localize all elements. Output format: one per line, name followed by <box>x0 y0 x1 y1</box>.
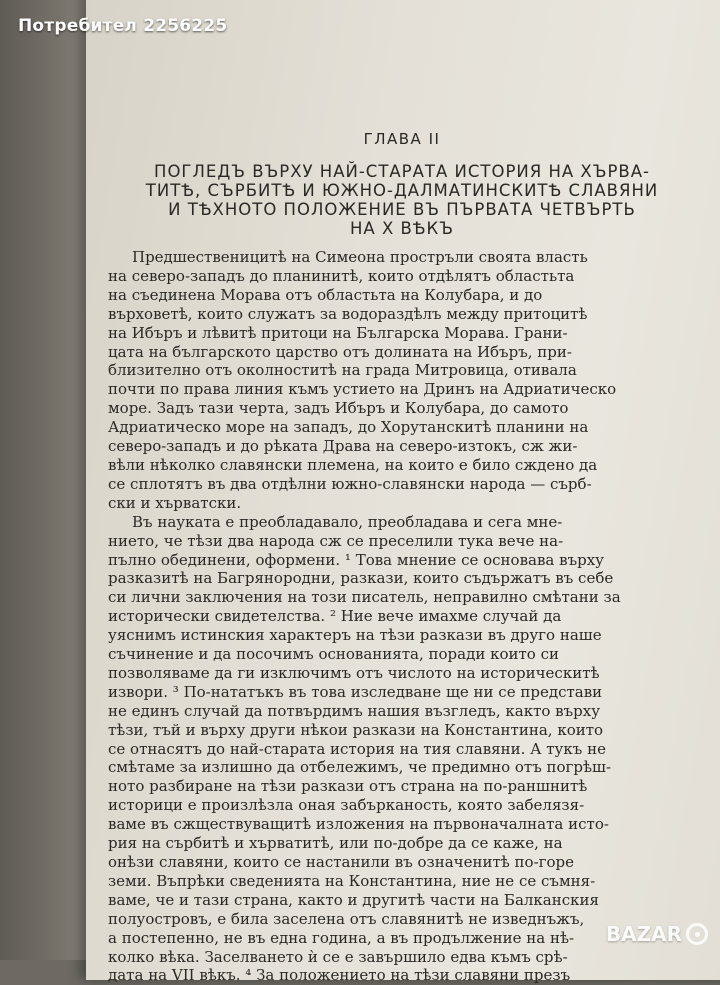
text-line: на Ибъръ и лѣвитѣ притоци на Българска Морава. Грани- <box>108 323 568 342</box>
text-line: полуостровъ, е била заселена отъ славянитѣ не изведнъжъ, <box>108 909 585 928</box>
brand-watermark-text: BAZAR <box>605 922 682 946</box>
text-line: Въ науката е преобладавало, преобладава и сега мне- <box>132 512 563 531</box>
text-line: на съединена Морава отъ областьта на Колубара, и до <box>108 285 543 304</box>
brand-watermark <box>606 922 708 946</box>
text-line: вѣли нѣколко славянски племена, на които е било сждено да <box>108 455 598 474</box>
text-line: почти по права линия къмъ устието на Дринъ на Адриатическо <box>108 380 617 399</box>
text-line: Адриатическо море на западъ, до Хорутанскитѣ планини на <box>108 418 589 437</box>
text-line: цата на българското царство отъ долината на Ибъръ, при- <box>108 342 572 361</box>
text-line: разказитѣ на Багрянородни, разкази, които съдържатъ въ себе <box>108 569 614 588</box>
page-text <box>108 130 696 985</box>
text-line: не единъ случай да потвърдимъ нашия възгледъ, както върху <box>108 701 601 720</box>
heading-line: ТИТѢ, СЪРБИТѢ И ЮЖНО-ДАЛМАТИНСКИТѢ СЛАВЯНИ <box>145 181 659 200</box>
text-line: извори. ³ По-нататъкъ въ това изследване ще ни се представи <box>108 682 603 701</box>
text-line: а постепенно, не въ една година, а въ продължение на нѣ- <box>108 928 575 947</box>
text-line: море. Задъ тази черта, задъ Ибъръ и Колубара, до самото <box>108 399 569 418</box>
text-line: северо-западъ и до рѣката Драва на северо-изтокъ, сж жи- <box>108 437 578 456</box>
text-line: върховетѣ, които служатъ за водораздѣлъ между притоцитѣ <box>108 304 588 323</box>
text-line: нието, че тѣзи два народа сж се преселили тука вече на- <box>108 531 564 550</box>
text-line: ното разбиране на тѣзи разкази отъ страна на по-раншнитѣ <box>108 777 588 796</box>
text-line: земи. Въпрѣки сведенията на Константина, ние не се съмня- <box>108 871 596 890</box>
text-line: историци е произлѣзла оная забърканость, която забелязя- <box>108 796 585 815</box>
text-line: ски и хърватски. <box>108 493 242 512</box>
heading-line: И ТѢХНОТО ПОЛОЖЕНИЕ ВЪ ПЪРВАТА ЧЕТВЪРТЬ <box>168 200 636 219</box>
heading-line: НА X ВѢКЪ <box>350 219 454 238</box>
text-line: рия на сърбитѣ и хърватитѣ, или по-добре да се каже, на <box>108 834 563 853</box>
text-line: ваме въ сжществуващитѣ изложения на първоначалната исто- <box>108 815 609 834</box>
chapter-title: ГЛАВА II <box>363 130 441 148</box>
text-line: се сплотятъ въ два отдѣлни южно-славянски народа — сърб- <box>108 474 592 493</box>
text-line: си лични заключения на този писатель, неправилно смѣтани за <box>108 588 621 607</box>
text-line: колко вѣка. Заселването ѝ се е завършило едва къмъ срѣ- <box>108 947 568 966</box>
user-watermark: Потребител 2256225 <box>18 16 228 36</box>
text-line: уяснимъ истинския характеръ на тѣзи разкази въ друго наше <box>108 626 602 645</box>
paragraph-2 <box>108 513 696 985</box>
paragraph-1 <box>108 248 696 513</box>
text-line: близително отъ околноститѣ на града Митровица, отивала <box>108 361 577 380</box>
text-line: смѣтаме за излишно да отбележимъ, че предимно отъ погрѣш- <box>108 758 612 777</box>
text-line: на северо-западъ до планинитѣ, които отдѣлятъ областьта <box>108 266 575 285</box>
text-line: позволяваме да ги изключимъ отъ числото на историческитѣ <box>108 663 600 682</box>
book-spine-shadow <box>0 0 86 960</box>
text-line: исторически свидетелства. ² Ние вече имахме случай да <box>108 607 562 626</box>
heading-line: ПОГЛЕДЪ ВЪРХУ НАЙ-СТАРАТА ИСТОРИЯ НА ХЪРВА- <box>154 162 650 181</box>
bazar-logo-icon <box>686 923 708 945</box>
text-line: ваме, че и тази страна, както и другитѣ части на Балканския <box>108 890 599 909</box>
text-line: Предшественицитѣ на Симеона простръли своята власть <box>132 248 588 266</box>
text-line: онѣзи славяни, които се настанили въ означенитѣ по-горе <box>108 853 575 871</box>
text-line: тѣзи, тъй и върху други нѣкои разкази на Константина, които <box>108 720 604 739</box>
text-line: дата на VII вѣкъ. ⁴ За положението на тѣзи славяни презъ <box>108 966 571 985</box>
text-line: се отнасятъ до най-старата история на тия славяни. А тукъ не <box>108 739 606 758</box>
text-line: пълно обединени, оформени. ¹ Това мнение се основава върху <box>108 550 605 569</box>
text-line: съчинение и да посочимъ основанията, поради които си <box>108 645 559 664</box>
chapter-heading <box>108 162 696 238</box>
